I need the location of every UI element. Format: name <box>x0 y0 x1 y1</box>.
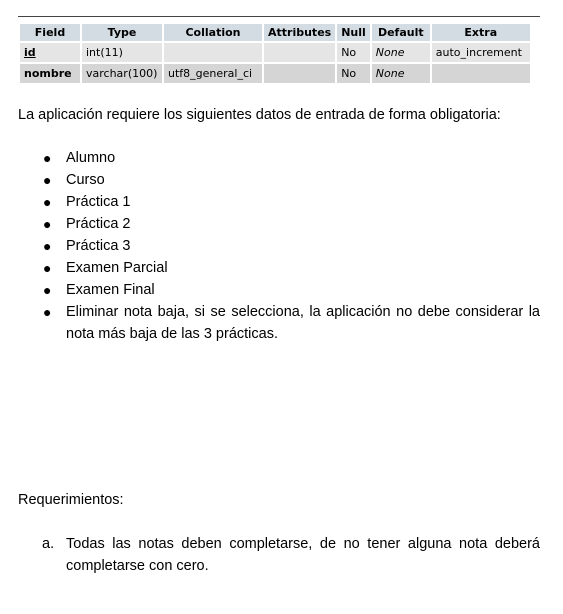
crop-divider-line <box>18 16 540 17</box>
list-item <box>18 235 540 257</box>
field-name-cell: nombre <box>20 64 80 83</box>
header-field: Field <box>20 24 80 41</box>
default-cell: None <box>372 43 430 62</box>
list-item-text: Todas las notas deben completarse, de no tener alguna nota deberá completarse con cero. <box>66 536 540 574</box>
collation-cell: utf8_general_ci <box>164 64 262 83</box>
list-item <box>18 257 540 279</box>
table-structure <box>18 22 532 85</box>
bullet-icon: ● <box>43 282 52 298</box>
list-item-text: Eliminar nota baja, si se selecciona, la aplicación no debe considerar la nota más baja de las 3 prácticas. <box>66 304 540 342</box>
bullet-icon: ● <box>43 238 52 254</box>
list-item-text: Práctica 3 <box>66 238 131 254</box>
list-item <box>18 213 540 235</box>
list-item-text: Curso <box>66 172 105 188</box>
header-attributes: Attributes <box>264 24 335 41</box>
header-default: Default <box>372 24 430 41</box>
list-item <box>18 191 540 213</box>
header-type: Type <box>82 24 162 41</box>
table-row <box>20 64 530 83</box>
list-item <box>18 279 540 301</box>
intro-paragraph: La aplicación requiere los siguientes datos de entrada de forma obligatoria: <box>18 107 501 123</box>
type-cell: varchar(100) <box>82 64 162 83</box>
bullet-icon: ● <box>43 150 52 166</box>
collation-cell <box>164 43 262 62</box>
list-item <box>18 147 540 169</box>
extra-cell: auto_increment <box>432 43 530 62</box>
header-extra: Extra <box>432 24 530 41</box>
bullet-icon: ● <box>43 194 52 210</box>
field-name-cell[interactable]: id <box>20 43 80 62</box>
required-inputs-list <box>18 147 540 345</box>
bullet-icon: ● <box>43 304 52 320</box>
attributes-cell <box>264 43 335 62</box>
header-null: Null <box>337 24 370 41</box>
list-item-text: Práctica 2 <box>66 216 131 232</box>
table-header-row <box>20 24 530 41</box>
list-item-text: Examen Parcial <box>66 260 168 276</box>
null-cell: No <box>337 64 370 83</box>
list-item <box>18 301 540 345</box>
list-marker: a. <box>42 536 55 552</box>
extra-cell <box>432 64 530 83</box>
bullet-icon: ● <box>43 172 52 188</box>
type-cell: int(11) <box>82 43 162 62</box>
bullet-icon: ● <box>43 216 52 232</box>
list-item <box>18 533 540 577</box>
list-item-text: Alumno <box>66 150 116 166</box>
requirements-list <box>18 533 540 577</box>
requirements-heading: Requerimientos: <box>18 492 124 508</box>
header-collation: Collation <box>164 24 262 41</box>
default-cell: None <box>372 64 430 83</box>
bullet-icon: ● <box>43 260 52 276</box>
attributes-cell <box>264 64 335 83</box>
list-item-text: Práctica 1 <box>66 194 131 210</box>
list-item-text: Examen Final <box>66 282 155 298</box>
null-cell: No <box>337 43 370 62</box>
list-item <box>18 169 540 191</box>
table-row <box>20 43 530 62</box>
